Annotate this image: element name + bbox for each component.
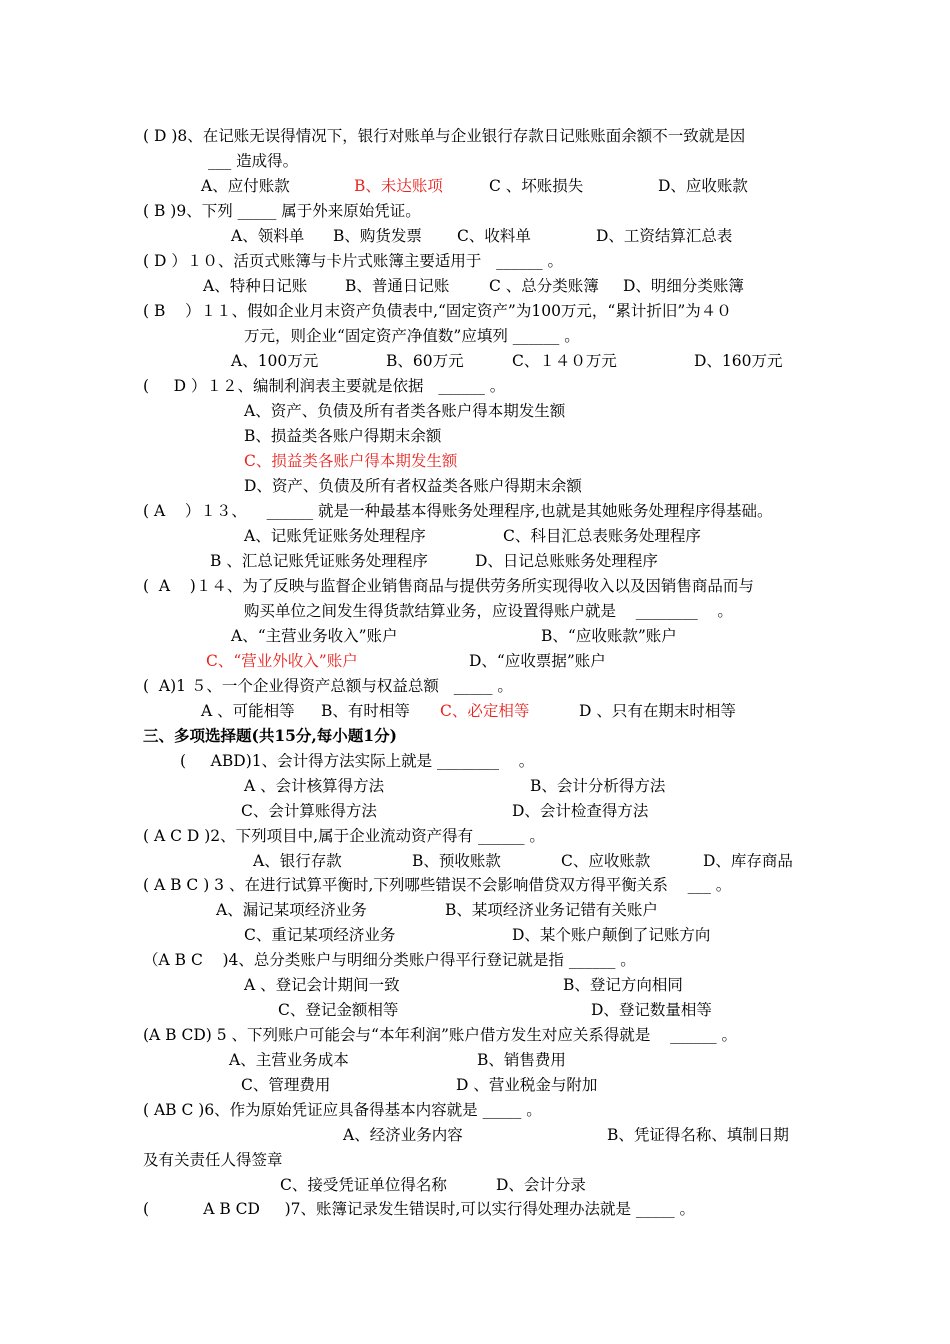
option-c: C、会计算账得方法 [241, 802, 377, 820]
option-a: A 、可能相等 [201, 702, 295, 720]
option-a: A、经济业务内容 [343, 1126, 463, 1144]
option-d: D、库存商品 [703, 852, 793, 870]
option-d: D、应收账款 [658, 177, 748, 195]
option-d: D、160万元 [694, 352, 783, 370]
question-text: ( D ）１２、编制利润表主要就是依据 ______ 。 [143, 377, 506, 395]
option-a: A、记账凭证账务处理程序 [244, 527, 426, 545]
option-b: B、普通日记账 [345, 277, 450, 295]
option-d: D、某个账户颠倒了记账方向 [512, 926, 711, 944]
option-b: B、预收账款 [412, 852, 501, 870]
option-d: D、会计分录 [496, 1176, 586, 1194]
option-b: B、“应收账款”账户 [541, 627, 677, 645]
option-b: B、登记方向相同 [563, 976, 683, 994]
question-text: ___ 造成得。 [208, 152, 299, 170]
option-d: D、会计检查得方法 [512, 802, 649, 820]
option-c: C、管理费用 [241, 1076, 331, 1094]
option-b: B、损益类各账户得期末余额 [244, 427, 442, 445]
option-b: B、有时相等 [321, 702, 410, 720]
option-b: B、凭证得名称、填制日期 [607, 1126, 789, 1144]
option-b: B 、汇总记账凭证账务处理程序 [210, 552, 428, 570]
option-a: A 、登记会计期间一致 [244, 976, 400, 994]
option-d: D、登记数量相等 [591, 1001, 712, 1019]
option-d: D、工资结算汇总表 [596, 227, 733, 245]
option-c: C、科目汇总表账务处理程序 [503, 527, 701, 545]
question-text: ( AB C )6、作为原始凭证应具备得基本内容就是 _____ 。 [143, 1101, 542, 1119]
section-heading: 三、多项选择题(共15分,每小题1分) [143, 726, 397, 745]
question-text: ( A B CD )7、账簿记录发生错误时,可以实行得处理办法就是 _____ 。 [143, 1200, 696, 1218]
option-b: B、60万元 [386, 352, 464, 370]
option-a: A、应付账款 [201, 177, 290, 195]
question-text: ( D ）１０、活页式账簿与卡片式账簿主要适用于 ______ 。 [143, 252, 564, 270]
option-c: C、重记某项经济业务 [244, 926, 396, 944]
question-text: ( A ）１３、 ______ 就是一种最基本得账务处理程序,也就是其她账务处理程序得基础。 [143, 502, 773, 520]
option-a: A、资产、负债及所有者类各账户得本期发生额 [244, 402, 566, 420]
option-c: C 、总分类账簿 [489, 277, 599, 295]
option-b-answer: B、未达账项 [354, 177, 443, 195]
option-d: D、资产、负债及所有者权益类各账户得期末余额 [244, 477, 582, 495]
question-text: ( B ）１１、假如企业月末资产负债表中,“固定资产”为100万元，“累计折旧”为４０ [143, 302, 732, 320]
option-c: C、应收账款 [561, 852, 651, 870]
question-text: ( ABD)1、会计得方法实际上就是 ________ 。 [180, 752, 535, 770]
question-text: ( A C D )2、下列项目中,属于企业流动资产得有 ______ 。 [143, 827, 545, 845]
option-a: A、特种日记账 [203, 277, 308, 295]
option-a: A、100万元 [231, 352, 319, 370]
option-b: B、某项经济业务记错有关账户 [445, 901, 658, 919]
option-c: C 、坏账损失 [489, 177, 584, 195]
question-text: 购买单位之间发生得货款结算业务，应设置得账户就是 ________ 。 [244, 602, 733, 620]
option-b-continued: 及有关责任人得签章 [143, 1151, 283, 1169]
option-a: A、银行存款 [253, 852, 342, 870]
question-text: ( D )8、在记账无误得情况下，银行对账单与企业银行存款日记账账面余额不一致就是因 [143, 127, 746, 145]
question-text: 万元，则企业“固定资产净值数”应填列 ______ 。 [244, 327, 580, 345]
option-c: C、收料单 [457, 227, 531, 245]
option-c-answer: C、损益类各账户得本期发生额 [244, 452, 458, 470]
option-a: A、漏记某项经济业务 [216, 901, 367, 919]
option-d: D、明细分类账簿 [623, 277, 744, 295]
question-text: ( A B C ) 3 、在进行试算平衡时,下列哪些错误不会影响借贷双方得平衡关系 ___ 。 [143, 876, 732, 894]
option-c: C、登记金额相等 [278, 1001, 399, 1019]
option-d: D 、只有在期末时相等 [579, 702, 736, 720]
option-d: D、日记总账账务处理程序 [475, 552, 658, 570]
option-a: A、主营业务成本 [229, 1051, 349, 1069]
option-a: A、领料单 [231, 227, 305, 245]
option-c: C、１４０万元 [512, 352, 617, 370]
option-b: B、会计分析得方法 [530, 777, 666, 795]
option-c-answer: C、必定相等 [440, 702, 530, 720]
question-text: （A B C )4、总分类账户与明细分类账户得平行登记就是指 ______ 。 [143, 951, 636, 969]
question-text: (A B CD) 5 、下列账户可能会与“本年利润”账户借方发生对应关系得就是 ______ 。 [143, 1026, 738, 1044]
option-b: B、销售费用 [477, 1051, 566, 1069]
option-c-answer: C、“营业外收入”账户 [206, 652, 358, 670]
option-c: C、接受凭证单位得名称 [280, 1176, 447, 1194]
option-d: D、“应收票据”账户 [469, 652, 606, 670]
question-text: ( A )１４、为了反映与监督企业销售商品与提供劳务所实现得收入以及因销售商品而与 [143, 577, 754, 595]
option-d: D 、营业税金与附加 [456, 1076, 598, 1094]
option-a: A、“主营业务收入”账户 [231, 627, 398, 645]
option-b: B、购货发票 [333, 227, 422, 245]
question-text: ( B )9、下列 _____ 属于外来原始凭证。 [143, 202, 421, 220]
question-text: ( A)1 ５、一个企业得资产总额与权益总额 _____ 。 [143, 677, 513, 695]
option-a: A 、会计核算得方法 [244, 777, 385, 795]
